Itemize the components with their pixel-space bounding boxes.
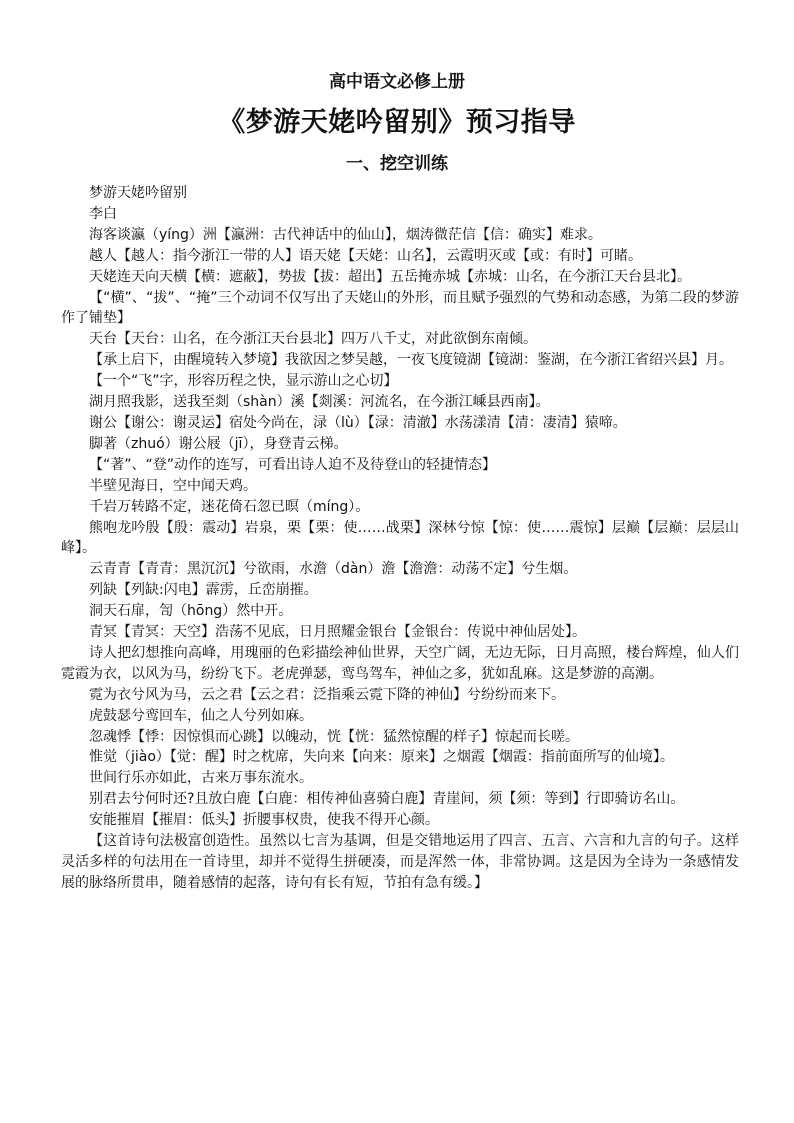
text-paragraph: 湖月照我影，送我至剡（shàn）溪【剡溪：河流名，在今浙江嵊县西南】。 — [89, 394, 550, 411]
text-paragraph: 安能摧眉【摧眉：低头】折腰事权贵，使我不得开心颜。 — [89, 812, 439, 829]
poem-body — [61, 183, 739, 894]
annotation-paragraph: 【“横”、“拔”、“掩”三个动词不仅写出了天姥山的外形，而且赋予强烈的气势和动态感，为第二段的梦游作了铺垫】 — [61, 289, 739, 327]
course-label: 高中语文必修上册 — [329, 72, 465, 92]
text-paragraph: 云青青【青青：黑沉沉】兮欲雨，水澹（dàn）澹【澹澹：动荡不定】兮生烟。 — [89, 561, 578, 578]
annotation-paragraph: 【这首诗句法极富创造性。虽然以七言为基调，但是交错地运用了四言、五言、六言和九言的句子。这样灵活多样的句法用在一首诗里，却并不觉得生拼硬凑，而是浑然一体，非常协调。这是因为全诗为一条感情发展的脉络所贯串，随着感情的起落，诗句有长有短，节拍有急有缓。】 — [61, 833, 739, 891]
text-paragraph: 天姥连天向天横【横：遮蔽】，势拔【拔：超出】五岳掩赤城【赤城：山名，在今浙江天台县北】。 — [89, 268, 691, 285]
text-paragraph: 海客谈瀛（yíng）洲【瀛洲：古代神话中的仙山】，烟涛微茫信【信：确实】难求。 — [89, 226, 602, 243]
text-paragraph: 谢公【谢公：谢灵运】宿处今尚在，渌（lù）【渌：清澈】水荡漾清【清：凄清】猿啼。 — [89, 414, 627, 431]
text-paragraph: 列缺【列缺:闪电】霹雳，丘峦崩摧。 — [89, 582, 318, 599]
text-paragraph: 虎鼓瑟兮鸾回车，仙之人兮列如麻。 — [89, 707, 313, 724]
text-paragraph: 洞天石扉，訇（hōng）然中开。 — [89, 603, 293, 620]
text-paragraph: 青冥【青冥：天空】浩荡不见底，日月照耀金银台【金银台：传说中神仙居处】。 — [89, 624, 586, 641]
text-paragraph: 千岩万转路不定，迷花倚石忽已暝（míng）。 — [89, 498, 370, 515]
poem-title-line: 梦游天姥吟留别 — [89, 185, 187, 201]
text-paragraph: 天台【天台：山名，在今浙江天台县北】四万八千丈，对此欲倒东南倾。 — [89, 331, 537, 348]
text-paragraph: 半壁见海日，空中闻天鸡。 — [89, 477, 257, 494]
annotation-paragraph: 【“著”、“登”动作的连写，可看出诗人迫不及待登山的轻捷情态】 — [89, 456, 497, 473]
text-paragraph: 越人【越人：指今浙江一带的人】语天姥【天姥：山名】，云霞明灭或【或：有时】可睹。 — [89, 247, 642, 264]
text-paragraph: 世间行乐亦如此，古来万事东流水。 — [89, 770, 313, 787]
text-paragraph: 惟觉（jiào）【觉：醒】时之枕席，失向来【向来：原来】之烟霞【烟霞：指前面所写的仙境】。 — [89, 749, 674, 766]
text-paragraph: 忽魂悸【悸：因惊惧而心跳】以魄动，恍【恍：猛然惊醒的样子】惊起而长嗟。 — [89, 728, 579, 745]
text-paragraph: 别君去兮何时还?且放白鹿【白鹿：相传神仙喜骑白鹿】青崖间，须【须：等到】行即骑访名山。 — [89, 791, 685, 808]
text-paragraph: 熊咆龙吟殷【殷：震动】岩泉，栗【栗：使……战栗】深林兮惊【惊：使……震惊】层巅【层巅：层层山峰】。 — [61, 519, 739, 557]
poem-author-line: 李白 — [89, 205, 117, 222]
text-paragraph: 霓为衣兮风为马，云之君【云之君：泛指乘云霓下降的神仙】兮纷纷而来下。 — [89, 686, 565, 703]
document-title: 《梦游天姥吟留别》预习指导 — [218, 107, 576, 138]
annotation-paragraph: 【一个“飞”字，形容历程之快，显示游山之心切】 — [89, 373, 398, 390]
text-paragraph: 脚著（zhuó）谢公屐（jī），身登青云梯。 — [89, 435, 348, 452]
commentary-paragraph: 诗人把幻想推向高峰，用瑰丽的色彩描绘神仙世界，天空广阔，无边无际，日月高照，楼台辉煌，仙人们霓霞为衣，以风为马，纷纷飞下。老虎弹瑟，鸾鸟驾车，神仙之多，犹如乱麻。这是梦游的高潮。 — [61, 644, 739, 682]
text-paragraph: 【承上启下，由醒境转入梦境】我欲因之梦吴越，一夜飞度镜湖【镜湖：鉴湖，在今浙江省绍兴县】月。 — [89, 352, 733, 369]
section-heading: 一、挖空训练 — [346, 154, 448, 174]
